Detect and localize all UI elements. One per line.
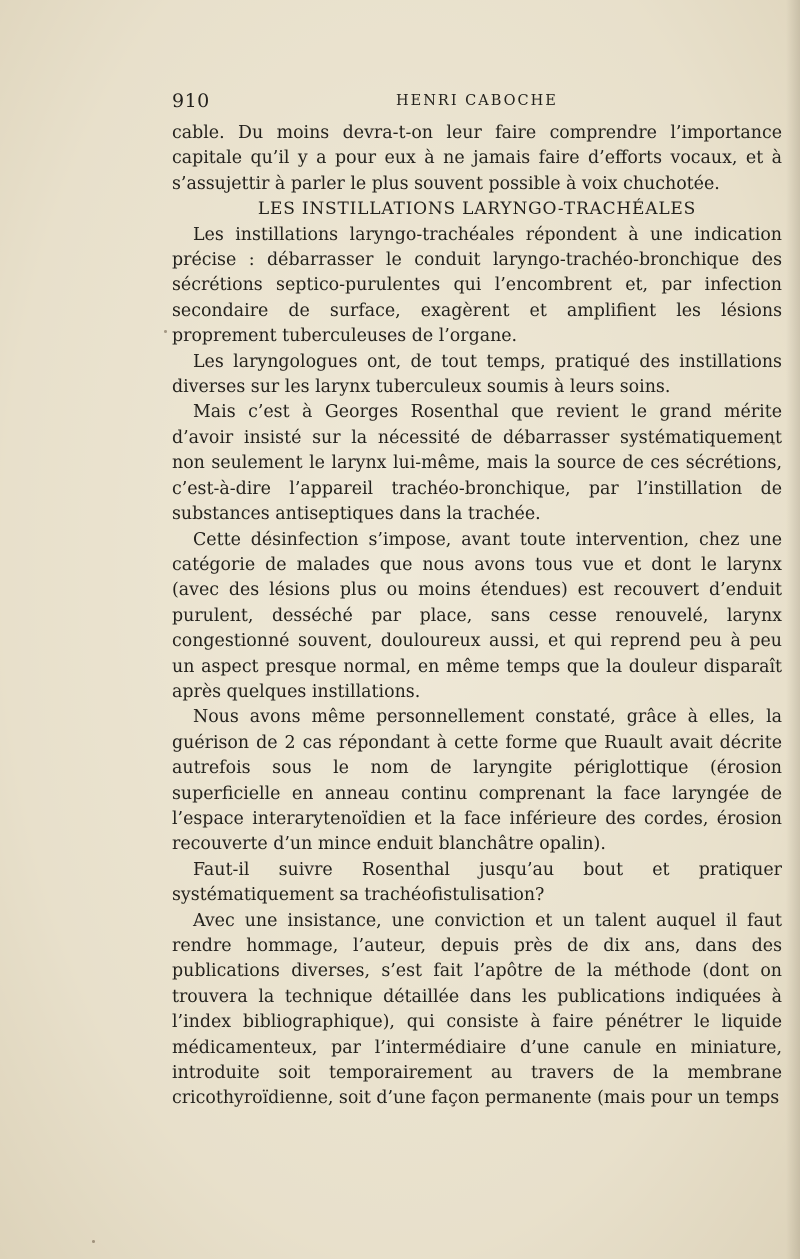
page-number: 910 [172, 90, 210, 112]
running-title: HENRI CABOCHE [396, 93, 558, 109]
scan-speck [164, 330, 167, 333]
page-edge-shadow [786, 0, 800, 1259]
paragraph: Les laryngologues ont, de tout temps, pratiqué des instillations diverses sur les larynx tuberculeux soumis à leurs soins. [172, 351, 782, 398]
paragraph: Nous avons même personnellement constaté, grâce à elles, la guérison de 2 cas répondant à cette forme que Ruault avait décrite autrefois sous le nom de laryngite périglottique (érosion superficielle en anneau continu comprenant la face laryngée de l’espace interarytenoïdien et la face inférieure des cordes, érosion recouverte d’un mince enduit blanchâtre opalin). [172, 707, 782, 855]
paragraph: Avec une insistance, une conviction et un talent auquel il faut rendre hommage, l’auteur, depuis près de dix ans, dans des publications diverses, s’est fait l’apôtre de la méthode (dont on trouvera la technique détaillée dans les publications indiquées à l’index bibliographique), qui consiste à faire pénétrer le liquide médicamenteux, par l’intermédiaire d’une canule en miniature, introduite soit temporairement au travers de la membrane cricothyroïdienne, soit d’une façon permanente (mais pour un temps [172, 910, 782, 1109]
scan-speck [92, 1240, 95, 1243]
paragraph: Faut-il suivre Rosenthal jusqu’au bout et pratiquer systématiquement sa trachéofistulisation? [172, 859, 782, 906]
paragraph: Mais c’est à Georges Rosenthal que revient le grand mérite d’avoir insisté sur la nécessité de débarrasser systématiquement non seulement le larynx lui-même, mais la source de ces sécrétions, c’est-à-dire l’appareil trachéo-bronchique, par l’instillation de substances antiseptiques dans la trachée. [172, 402, 782, 525]
running-head [172, 90, 772, 114]
paragraph: Les instillations laryngo-trachéales répondent à une indication précise : débarrasser le conduit laryngo-trachéo-bronchique des sécrétions septico-purulentes qui l’encombrent et, par infection secondaire de surface, exagèrent et amplifient les lésions proprement tuberculeuses de l’organe. [172, 224, 782, 347]
paragraph: Cette désinfection s’impose, avant toute intervention, chez une catégorie de malades que nous avons tous vue et dont le larynx (avec des lésions plus ou moins étendues) est recouvert d’enduit purulent, desséché par place, sans cesse renouvelé, larynx congestionné souvent, douloureux aussi, et qui reprend peu à peu un aspect presque normal, en même temps que la douleur disparaît après quelques instillations. [172, 529, 782, 702]
scan-speck [772, 442, 775, 445]
section-heading: LES INSTILLATIONS LARYNGO-TRACHÉALES [257, 199, 697, 220]
body-text [172, 121, 782, 1112]
paragraph-continued: cable. Du moins devra-t-on leur faire comprendre l’importance capitale qu’il y a pour eux à ne jamais faire d’efforts vocaux, et à s’assujettir à parler le plus souvent possible à voix chuchotée. [172, 123, 782, 194]
